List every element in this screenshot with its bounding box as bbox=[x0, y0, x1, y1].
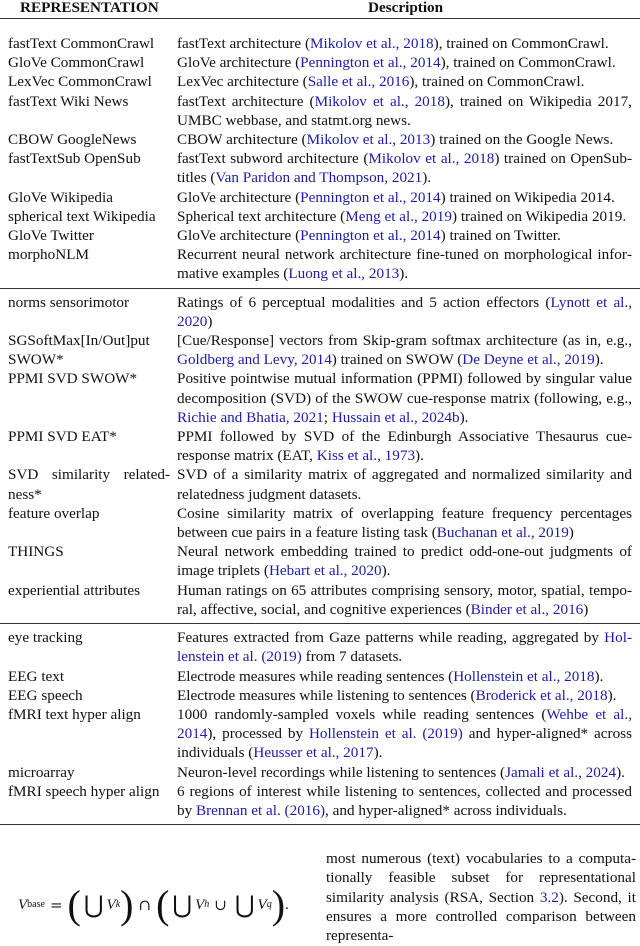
table-row bbox=[0, 763, 640, 782]
description-text: ) trained on Wikipedia 2019. bbox=[451, 207, 627, 225]
table-row bbox=[0, 92, 640, 130]
eq-paren: ( bbox=[156, 882, 170, 928]
representation-name: microarray bbox=[8, 763, 75, 781]
representation-description bbox=[177, 667, 632, 686]
description-text: ). bbox=[399, 265, 409, 283]
table-row bbox=[0, 686, 640, 705]
description-text: PPMI followed by SVD of the Edinburgh Associative Thesaurus cue-response matrix (EAT, bbox=[177, 428, 632, 465]
citation-link[interactable]: Luong et al., 2013 bbox=[288, 265, 400, 283]
representation-description bbox=[177, 705, 632, 763]
table-row bbox=[0, 226, 640, 245]
description-text: SVD of a similarity matrix of aggregated and normalized similarity and relatedness judgment datasets. bbox=[177, 466, 632, 503]
description-text: Neuron-level recordings while listening to sentences ( bbox=[177, 763, 506, 781]
eq-union-op: ⋃ bbox=[172, 891, 193, 920]
representation-name: fastText Wiki News bbox=[8, 92, 129, 110]
representation-description bbox=[177, 130, 632, 149]
description-text: 1000 randomly-sampled voxels while reading sentences ( bbox=[177, 705, 547, 723]
eq-paren: ( bbox=[67, 882, 81, 928]
citation-link[interactable]: Van Paridon and Thompson, 2021 bbox=[215, 169, 423, 187]
description-text: ) trained on Wikipedia 2014. bbox=[440, 188, 615, 206]
description-text: fastText architecture ( bbox=[177, 92, 315, 110]
table-row bbox=[0, 369, 640, 427]
description-text: , and hyper-aligned* across individuals. bbox=[325, 801, 567, 819]
citation-link[interactable]: Broderick et al., 2018 bbox=[475, 686, 608, 704]
description-text: ). bbox=[381, 562, 391, 580]
bottom-section bbox=[0, 849, 640, 945]
representation-name: experiential attributes bbox=[8, 581, 140, 599]
representation-name: PPMI SVD SWOW* bbox=[8, 370, 138, 388]
table-row bbox=[0, 53, 640, 72]
description-text: GloVe architecture ( bbox=[177, 54, 301, 72]
eq-v1: V bbox=[106, 897, 116, 914]
description-text: ). bbox=[607, 686, 617, 704]
description-text: most numerous (text) vocabularies to a computationally feasible subset for representational similarity analysis (RSA, Section bbox=[326, 850, 636, 906]
description-text: LexVec architecture ( bbox=[177, 73, 308, 91]
representation-description bbox=[177, 245, 632, 283]
description-text: Positive pointwise mutual information (PPMI) followed by singular value decomposition (SVD) of the SWOW cue-response matrix (following, e.g., bbox=[177, 370, 632, 407]
representation-name: norms sensorimotor bbox=[8, 293, 130, 311]
table-row bbox=[0, 207, 640, 226]
citation-link[interactable]: Mikolov et al., 2018 bbox=[368, 150, 495, 168]
description-text: ). bbox=[594, 667, 604, 685]
representation-name: fMRI text hyper align bbox=[8, 705, 141, 723]
description-text: ), processed by bbox=[207, 725, 309, 743]
representation-name: GloVe CommonCrawl bbox=[8, 54, 145, 72]
table-section bbox=[0, 293, 640, 624]
description-text: ), trained on CommonCrawl. bbox=[440, 54, 616, 72]
eq-lhs: V bbox=[18, 897, 28, 914]
eq-intersect: ∩ bbox=[138, 896, 152, 915]
representation-name: EEG text bbox=[8, 667, 65, 685]
description-text: GloVe architecture ( bbox=[177, 227, 301, 245]
table-header bbox=[0, 0, 640, 18]
table-row bbox=[0, 705, 640, 763]
description-text: ) trained on OpenSubtitles ( bbox=[177, 150, 632, 187]
representation-name: SVD similarity relatedness* bbox=[8, 466, 170, 503]
description-text: ). bbox=[415, 447, 424, 465]
table-row bbox=[0, 149, 640, 187]
description-text: Electrode measures while listening to sentences ( bbox=[177, 686, 476, 704]
representation-description bbox=[177, 465, 632, 503]
citation-link[interactable]: Buchanan et al., 2019 bbox=[436, 524, 569, 542]
citation-link[interactable]: De Deyne et al., 2019 bbox=[462, 351, 595, 369]
table-row bbox=[0, 188, 640, 207]
representation-name: spherical text Wikipedia bbox=[8, 207, 156, 225]
description-text: ) trained on SWOW ( bbox=[331, 351, 463, 369]
description-text: ) bbox=[207, 312, 213, 330]
description-text: ), trained on Wikipedia 2017, UMBC webbase, and statmt.org news. bbox=[177, 92, 632, 129]
representation-description bbox=[177, 581, 632, 619]
description-text: from 7 datasets. bbox=[301, 648, 403, 666]
representation-name: fastTextSub OpenSub bbox=[8, 150, 141, 168]
header-description: Description bbox=[368, 0, 444, 16]
citation-link[interactable]: 3.2 bbox=[539, 888, 559, 906]
representation-name: GloVe Twitter bbox=[8, 227, 94, 245]
eq-v2: V bbox=[195, 897, 205, 914]
representation-name: THINGS bbox=[8, 543, 64, 561]
representation-description bbox=[177, 53, 632, 72]
representation-name: EEG speech bbox=[8, 686, 83, 704]
description-text: ) bbox=[568, 524, 574, 542]
citation-link[interactable]: Lynott et al., 2020 bbox=[177, 293, 632, 330]
description-text: ). bbox=[373, 744, 383, 762]
citation-link[interactable]: Hollenstein et al. (2019) bbox=[177, 629, 632, 666]
description-text: Human ratings on 65 attributes comprising sensory, motor, spatial, temporal, affective, social, and cognitive experiences ( bbox=[177, 581, 632, 618]
eq-paren: ) bbox=[271, 882, 286, 928]
citation-link[interactable]: Pennington et al., 2014 bbox=[300, 227, 441, 245]
eq-period: . bbox=[285, 897, 289, 914]
description-text: 6 regions of interest while listening to sentences, collected and processed by bbox=[177, 782, 632, 819]
representation-name: CBOW GoogleNews bbox=[8, 131, 137, 149]
table-section bbox=[0, 34, 640, 289]
representation-name: feature overlap bbox=[8, 504, 100, 522]
representation-name: PPMI SVD EAT* bbox=[8, 428, 117, 446]
citation-link[interactable]: Mikolov et al., 2013 bbox=[306, 131, 431, 149]
representation-name: SGSoftMax[In/Out]put SWOW* bbox=[8, 332, 150, 369]
description-text: ). bbox=[616, 763, 625, 781]
citation-link[interactable]: Hollenstein et al., 2018 bbox=[453, 667, 595, 685]
table-row bbox=[0, 331, 640, 369]
table-row bbox=[0, 628, 640, 666]
vocabulary-equation: V base = ( ⋃ V k ) ∩ ( ⋃ V h ∪ ⋃ V q ) . bbox=[18, 882, 289, 928]
citation-link[interactable]: Hebart et al., 2020 bbox=[268, 562, 382, 580]
citation-link[interactable]: Pennington et al., 2014 bbox=[300, 54, 441, 72]
table-row bbox=[0, 245, 640, 283]
representation-description bbox=[177, 782, 632, 820]
representation-description bbox=[177, 369, 632, 427]
eq-equals: = bbox=[49, 896, 63, 915]
table-row bbox=[0, 504, 640, 542]
eq-union-op: ⋃ bbox=[234, 891, 255, 920]
representation-description bbox=[177, 226, 632, 245]
description-text: fastText architecture ( bbox=[177, 35, 311, 52]
description-text: ). bbox=[594, 351, 604, 369]
description-text: fastText subword architecture ( bbox=[177, 150, 369, 168]
citation-link[interactable]: Goldberg and Levy, 2014 bbox=[177, 351, 332, 369]
description-text: ), trained on CommonCrawl. bbox=[409, 73, 585, 91]
representation-name: GloVe Wikipedia bbox=[8, 188, 113, 206]
representation-description bbox=[177, 92, 632, 130]
citation-link[interactable]: Brennan et al. (2016) bbox=[195, 801, 326, 819]
description-text: and hyper-aligned* across individuals ( bbox=[177, 725, 632, 762]
representation-name: eye tracking bbox=[8, 629, 83, 647]
description-text: ) trained on Twitter. bbox=[440, 227, 561, 245]
representation-description bbox=[177, 207, 632, 226]
description-text: Electrode measures while reading sentences ( bbox=[177, 667, 454, 685]
citation-link[interactable]: Meng et al., 2019 bbox=[345, 207, 452, 225]
table-row bbox=[0, 427, 640, 465]
description-text: [Cue/Response] vectors from Skip-gram softmax architecture (as in, e.g., bbox=[177, 332, 632, 350]
representation-name: fMRI speech hyper align bbox=[8, 782, 160, 800]
table-row bbox=[0, 667, 640, 686]
table-row bbox=[0, 782, 640, 820]
table-row bbox=[0, 581, 640, 619]
table-row bbox=[0, 293, 640, 331]
table-section bbox=[0, 628, 640, 825]
description-text: ). bbox=[422, 169, 432, 187]
citation-link[interactable]: Richie and Bhatia, 2021 bbox=[177, 408, 324, 426]
representation-name: fastText CommonCrawl bbox=[8, 35, 155, 52]
description-text: Cosine similarity matrix of overlapping feature frequency percentages between cue pairs in a feature listing task ( bbox=[177, 504, 632, 542]
description-text: Features extracted from Gaze patterns while reading, aggregated by bbox=[177, 629, 605, 647]
header-rule bbox=[0, 18, 640, 19]
representation-description bbox=[177, 763, 632, 782]
representation-description bbox=[177, 149, 632, 187]
table-row bbox=[0, 542, 640, 580]
description-text: ), trained on CommonCrawl. bbox=[433, 35, 609, 52]
eq-union: ∪ bbox=[214, 896, 227, 915]
representation-description bbox=[177, 293, 632, 331]
citation-link[interactable]: Mikolov et al., 2018 bbox=[314, 92, 445, 110]
table-row bbox=[0, 34, 640, 53]
description-text: ) bbox=[583, 600, 589, 618]
citation-link[interactable]: Heusser et al., 2017 bbox=[253, 744, 374, 762]
representation-name: morphoNLM bbox=[8, 246, 89, 264]
description-text: ). bbox=[459, 408, 469, 426]
representations-table bbox=[0, 34, 640, 825]
description-text: ; bbox=[323, 408, 332, 426]
description-text: Neural network embedding trained to predict odd-one-out judgments of image triplets ( bbox=[177, 543, 632, 580]
representation-description bbox=[177, 188, 632, 207]
representation-name: LexVec CommonCrawl bbox=[8, 73, 152, 91]
citation-link[interactable]: Salle et al., 2016 bbox=[307, 73, 410, 91]
body-paragraph bbox=[326, 849, 636, 945]
citation-link[interactable]: Binder et al., 2016 bbox=[470, 600, 584, 618]
citation-link[interactable]: Kiss et al., 1973 bbox=[316, 447, 416, 465]
representation-description bbox=[177, 504, 632, 542]
representation-description bbox=[177, 331, 632, 369]
eq-union-op: ⋃ bbox=[83, 891, 104, 920]
citation-link[interactable]: Wehbe et al., 2014 bbox=[177, 705, 632, 743]
citation-link[interactable]: Mikolov et al., 2018 bbox=[310, 35, 434, 52]
eq-paren: ) bbox=[120, 882, 134, 928]
description-text: GloVe architecture ( bbox=[177, 188, 301, 206]
citation-link[interactable]: Hussain et al., 2024b bbox=[331, 408, 460, 426]
header-representation: REPRESENTATION bbox=[20, 0, 159, 16]
eq-v3: V bbox=[257, 897, 267, 914]
representation-description bbox=[177, 34, 632, 53]
citation-link[interactable]: Pennington et al., 2014 bbox=[300, 188, 441, 206]
representation-description bbox=[177, 72, 632, 91]
description-text: CBOW architecture ( bbox=[177, 131, 307, 149]
description-text: Spherical text architecture ( bbox=[177, 207, 346, 225]
representation-description bbox=[177, 686, 632, 705]
citation-link[interactable]: Hollenstein et al. (2019) bbox=[308, 725, 463, 743]
description-text: ). Second, it ensures a more controlled comparison between representa- bbox=[326, 888, 636, 945]
description-text: Ratings of 6 perceptual modalities and 5 action effectors ( bbox=[177, 293, 551, 311]
table-row bbox=[0, 465, 640, 503]
citation-link[interactable]: Jamali et al., 2024 bbox=[505, 763, 617, 781]
table-row bbox=[0, 130, 640, 149]
representation-description bbox=[177, 427, 632, 465]
representation-description bbox=[177, 628, 632, 666]
table-row bbox=[0, 72, 640, 91]
description-text: ) trained on the Google News. bbox=[430, 131, 614, 149]
description-text: Recurrent neural network architecture fine-tuned on morphological informative examples ( bbox=[177, 246, 632, 283]
representation-description bbox=[177, 542, 632, 580]
